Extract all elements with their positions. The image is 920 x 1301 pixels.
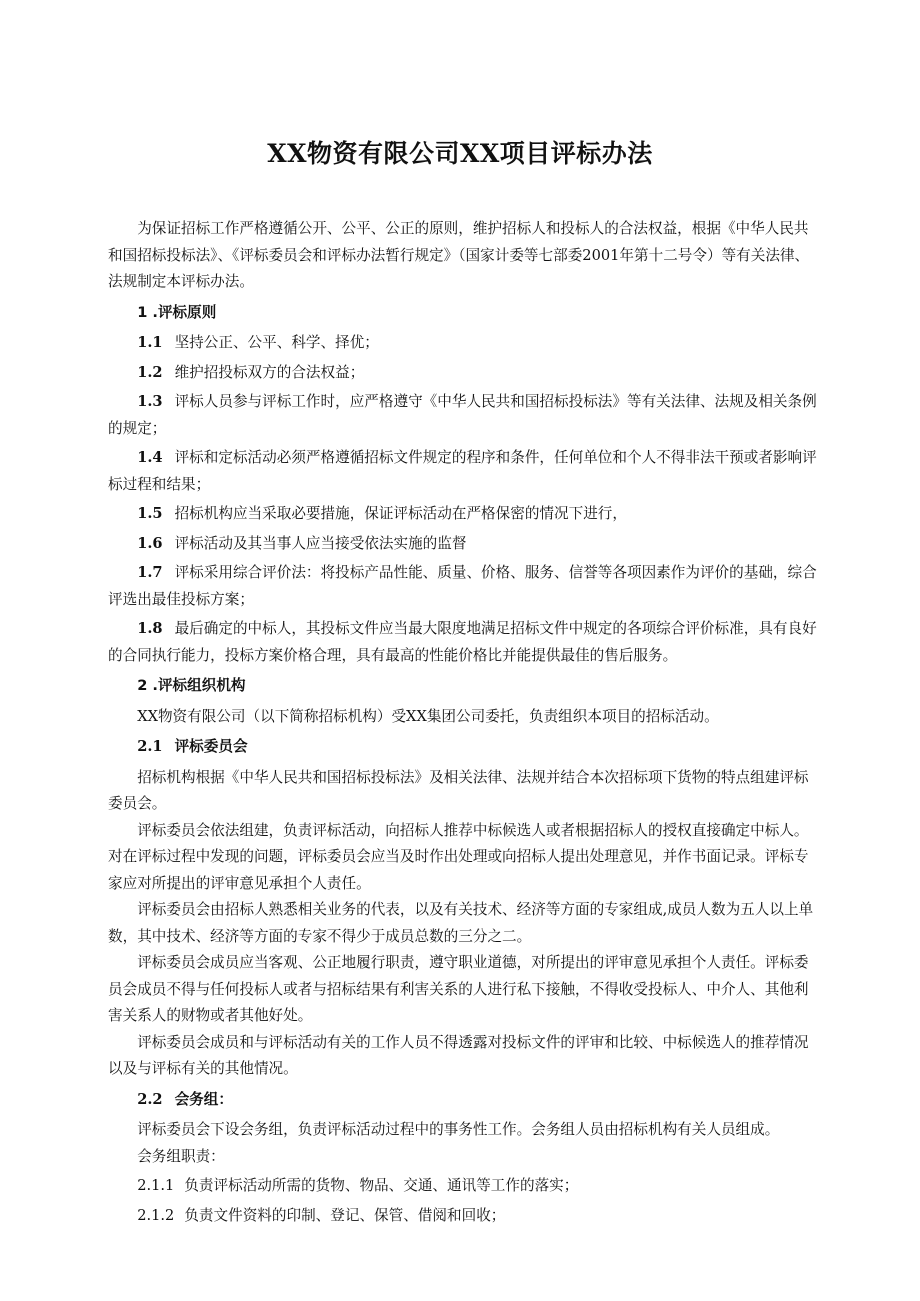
subsection-title: 评标委员会 <box>174 738 248 755</box>
subsection-2-1-heading <box>108 734 820 761</box>
committee-paragraph: 评标委员会由招标人熟悉相关业务的代表，以及有关技术、经济等方面的专家组成,成员人数为五人以上单数，其中技术、经济等方面的专家不得少于成员总数的三分之二。 <box>108 901 814 945</box>
clause-1-2 <box>108 360 820 387</box>
clause-text: 评标采用综合评价法：将投标产品性能、质量、价格、服务、信誉等各项因素作为评价的基础，综合评选出最佳投标方案； <box>108 564 817 608</box>
clause-text: 最后确定的中标人，其投标文件应当最大限度地满足招标文件中规定的各项综合评价标准，具有良好的合同执行能力，投标方案价格合理，具有最高的性能价格比并能提供最佳的售后服务。 <box>108 620 817 664</box>
clause-1-4 <box>108 445 820 498</box>
affairs-paragraph: 会务组职责： <box>137 1147 225 1165</box>
clause-1-3 <box>108 389 820 442</box>
clause-text: 评标活动及其当事人应当接受依法实施的监督 <box>174 534 467 552</box>
section-1-heading: 1 .评标原则 <box>137 303 217 321</box>
duty-text: 负责评标活动所需的货物、物品、交通、通讯等工作的落实； <box>184 1177 579 1194</box>
clause-number: 1.8 <box>137 620 163 637</box>
committee-paragraph: 评标委员会成员应当客观、公正地履行职责，遵守职业道德，对所提出的评审意见承担个人责任。评标委员会成员不得与任何投标人或者与招标结果有利害关系的人进行私下接触，不得收受投标人、中介人、其他利害关系人的财物或者其他好处。 <box>108 954 809 1024</box>
committee-paragraph: 招标机构根据《中华人民共和国招标投标法》及相关法律、法规并结合本次招标项下货物的特点组建评标委员会。 <box>108 768 809 812</box>
document-title: XX物资有限公司XX项目评标办法 <box>267 139 653 168</box>
affairs-paragraph: 评标委员会下设会务组，负责评标活动过程中的事务性工作。会务组人员由招标机构有关人员组成。 <box>137 1121 780 1138</box>
clause-1-6 <box>108 531 820 558</box>
section-2-intro: XX物资有限公司（以下简称招标机构）受XX集团公司委托，负责组织本项目的招标活动。 <box>137 707 719 725</box>
clause-number: 1.6 <box>137 534 163 552</box>
clause-number: 1.2 <box>137 363 163 381</box>
clause-text: 评标人员参与评标工作时，应严格遵守《中华人民共和国招标投标法》等有关法律、法规及相关条例的规定； <box>108 393 817 437</box>
clause-1-5 <box>108 501 820 528</box>
subsection-number: 2.2 <box>137 1090 163 1108</box>
subsection-title: 会务组： <box>174 1090 233 1108</box>
clause-number: 1.5 <box>137 505 163 522</box>
intro-paragraph: 为保证招标工作严格遵循公开、公平、公正的原则，维护招标人和投标人的合法权益，根据《中华人民共和国招标投标法》、《评标委员会和评标办法暂行规定》（国家计委等七部委2001年第十二号令）等有关法律、法规制定本评标办法。 <box>108 220 810 290</box>
subsection-number: 2.1 <box>137 738 163 755</box>
committee-paragraph: 评标委员会成员和与评标活动有关的工作人员不得透露对投标文件的评审和比较、中标候选人的推荐情况以及与评标有关的其他情况。 <box>108 1033 809 1077</box>
clause-number: 1.7 <box>137 564 163 581</box>
clause-1-8 <box>108 616 820 669</box>
clause-number: 1.4 <box>137 449 163 466</box>
section-2-heading: 2 .评标组织机构 <box>137 677 246 694</box>
duty-text: 负责文件资料的印制、登记、保管、借阅和回收； <box>184 1206 506 1224</box>
clause-text: 评标和定标活动必须严格遵循招标文件规定的程序和条件，任何单位和个人不得非法干预或者影响评标过程和结果； <box>108 449 817 493</box>
clause-1-1 <box>108 330 820 357</box>
clause-text: 维护招投标双方的合法权益； <box>174 363 365 381</box>
subsection-2-2-heading <box>108 1087 820 1114</box>
clause-number: 1.3 <box>137 393 163 410</box>
duty-number: 2.1.2 <box>137 1206 175 1224</box>
duty-item-2-1-1 <box>108 1173 820 1200</box>
clause-1-7 <box>108 560 820 613</box>
duty-number: 2.1.1 <box>137 1177 175 1194</box>
document-body <box>108 216 820 1232</box>
clause-text: 招标机构应当采取必要措施，保证评标活动在严格保密的情况下进行， <box>174 505 627 522</box>
duty-item-2-1-2 <box>108 1203 820 1230</box>
clause-text: 坚持公正、公平、科学、择优； <box>174 334 379 351</box>
committee-paragraph: 评标委员会依法组建，负责评标活动，向招标人推荐中标候选人或者根据招标人的授权直接确定中标人。对在评标过程中发现的问题，评标委员会应当及时作出处理或向招标人提出处理意见，并作书面记录。评标专家应对所提出的评审意见承担个人责任。 <box>108 821 809 892</box>
clause-number: 1.1 <box>137 334 163 351</box>
